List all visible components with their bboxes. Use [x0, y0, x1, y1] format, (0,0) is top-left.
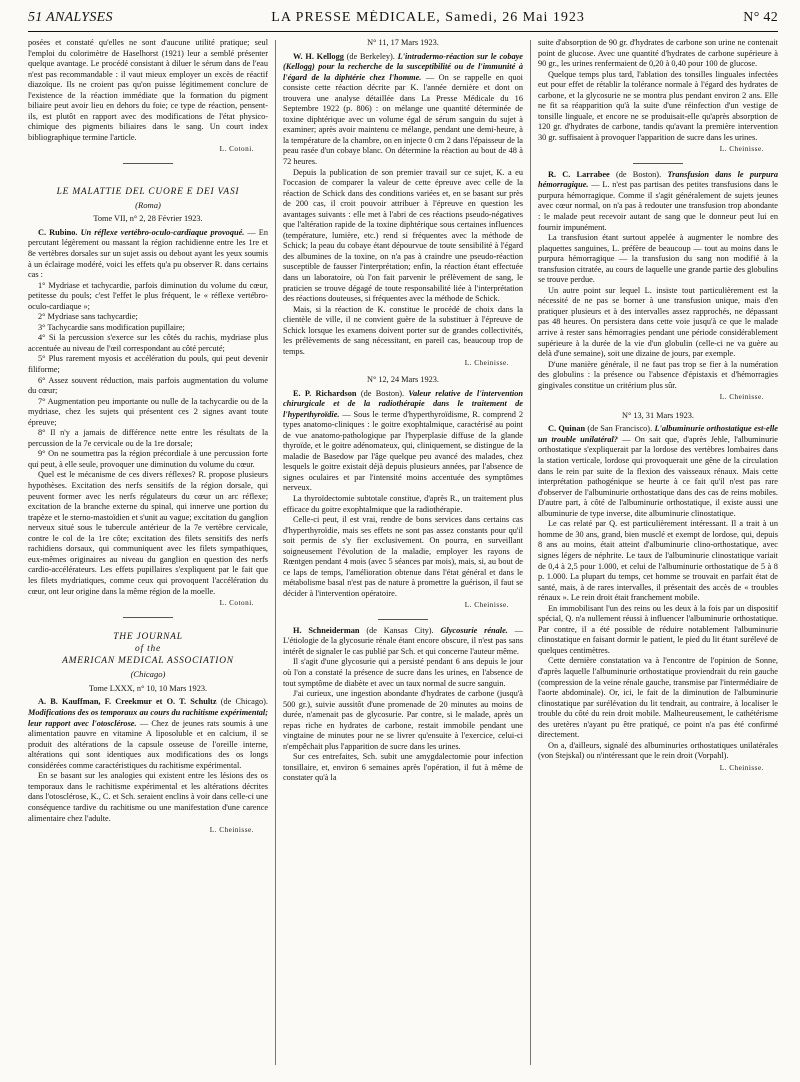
list-item: 1° Mydriase et tachycardie, parfois diminution du volume du cœur, petitesse du pouls; c'est l'effet le plus fréquent, le « réflexe vertébro-oculo-cardiaque »;	[28, 280, 268, 311]
article-richardson	[283, 389, 523, 494]
list-item: 3° Tachycardie sans modification pupillaire;	[38, 322, 185, 332]
divider	[123, 617, 173, 618]
signature: L. Cheinisse.	[464, 359, 509, 368]
article-title: Transfusion dans le purpura hémorragique.	[537, 169, 778, 190]
list-item: 7° Augmentation peu importante ou nulle de la tachycardie ou de la mydriase, chez les sujets qui présentent ces 2 signes avant toute épreuve;	[28, 396, 268, 427]
column-left	[28, 38, 268, 1070]
section-title-italian-journal: LE MALATTIE DEL CUORE E DEI VASI	[56, 186, 240, 197]
list-item: 5° Plus rarement myosis et accélération du pouls, qui peut devenir filiforme;	[28, 354, 268, 375]
article-text: On a, d'ailleurs, signalé des albuminuries orthostatiques unilatérales (von Stejskal) ou n'intéressant que le rein droit (Vorpahl).	[537, 740, 778, 761]
article-author: W. H. Kellogg	[292, 51, 344, 61]
column-rule	[530, 40, 531, 1065]
article-title: L'intradermo-réaction sur le cobaye (Kellogg) pour la recherche de la susceptibilité ou de l'immunité à l'égard de la diphtérie chez l'homme.	[282, 51, 523, 82]
article-location: (de Kansas City).	[366, 625, 434, 635]
article-title: L'albuminurie orthostatique est-elle un trouble unilatéral?	[537, 424, 778, 444]
column-rule	[275, 40, 276, 1065]
article-author: R. C. Larrabee	[547, 169, 610, 179]
issue-line: N° 13, 31 Mars 1923.	[621, 410, 694, 420]
article-location: (de Chicago).	[220, 697, 268, 707]
article-larrabee	[538, 170, 778, 233]
section-city: (Roma)	[135, 199, 161, 210]
divider	[123, 163, 173, 164]
article-text: En se basant sur les analogies qui existent entre les lésions des os temporaux dans le rachitisme expérimental et les altérations décrites dans l'otosclérose, K., C. et Sch. seraient enclins à voir dans celle-ci une conséquence tardive du rachitisme ou une manifestation d'une carence alimentaire chez l'adulte.	[28, 771, 268, 823]
article-text: Le cas relaté par Q. est particulièrement intéressant. Il a trait à un homme de 30 ans, grand, bien musclé et exempt de lordose, qui, depuis 8 ans au moins, était atteint d'albuminurie clino-orthostatique, avec signes légers de néphrite. Le taux de l'albuminurie clinostatique variait de 0,4 à 2,5 pour 1.000, et celui de l'albuminurie orthostatique de 5 à 8 p. 1.000. La plupart du temps, cet homme se trouvait en parfait état de santé, mais, à de rares intervalles, il présentait des accès de « troubles rénaux ». Le rein droit était franchement mobile.	[537, 519, 778, 603]
article-text: Quelque temps plus tard, l'ablation des tonsilles linguales infectées eut pour effet de rétablir la tolérance normale à l'égard des hydrates de carbone, et la glycosurie ne se montra plus pendant environ 2 ans. Elle ne fit sa réapparition qu'à la suite d'une réinfection d'un vestige de tonsille linguale, et encore ne se produisait-elle qu'après absorption de 120 gr. d'hydrates de carbone, tandis qu'avant la première intervention 30 gr. suffisaient à provoquer l'apparition de sucre dans les urines.	[537, 69, 778, 142]
article-text: — Sous le terme d'hyperthyroïdisme, R. comprend 2 types anatomo-cliniques : le goitre exophtalmique, caractérisé au point de vue anatomo-pathologique par l'hyperplasie diffuse de la glande thyroïde, et le goitre adénomateux, qui, cliniquement, se distingue de la maladie de Basedow par l'âge quelque peu avancé des malades, chez lesquels le goitre existait déjà depuis plusieurs années, par l'absence de signes oculaires et par l'intensité moins accentuée des symptômes nerveux.	[282, 409, 523, 493]
article-text: Depuis la publication de son premier travail sur ce sujet, K. a eu l'occasion de comparer la valeur de cette épreuve avec celle de la réaction de Schick dans des conditions variées et, en se basant sur près de 200 cas, il croit pouvoir attribuer à l'épreuve en question les avantages suivants : elle met à l'abri de ces réactions pseudo-négatives que l'altération rapide de la toxine diphtérique sous certaines influences (température, lumière, etc.) rend si fréquentes avec la méthode de Schick; la peau du cobaye étant dépourvue de toute sensibilité à l'égard des albumines de la toxine, on n'a pas à craindre une pseudo-réaction susceptible de fausser l'interprétation; enfin, la réaction étant effectuée dans un laboratoire, où l'on fait parvenir le prélèvement de sang, le praticien se trouve dégagé de toute responsabilité liée à l'interprétation des réactions douteuses, si fréquentes avec la méthode de Schick.	[282, 167, 523, 304]
article-author: C. Rubino.	[38, 227, 78, 237]
list-item: 6° Assez souvent réduction, mais parfois augmentation du volume du cœur;	[28, 375, 268, 396]
article-schneiderman	[283, 626, 523, 658]
article-text: La thyroïdectomie subtotale constitue, d'après R., un traitement plus efficace du goitre exophtalmique que la radiothérapie.	[282, 493, 523, 514]
divider	[378, 619, 428, 620]
article-text: Cette dernière constatation va à l'encontre de l'opinion de Sonne, d'après laquelle l'albuminurie orthostatique proviendrait du rein gauche (compression de la veine rénale gauche, transmise par l'intermédiaire de l'aorte abdominale). Or, ici, le fait de la diminution de l'albuminurie clinostatique par surélévation du lit tendrait, au contraire, à localiser le trouble du côté du rein droit mobile. Malheureusement, le cathétérisme des uretères n'ayant pu être pratiqué, ce point n'a pas été confirmé directement.	[537, 656, 778, 740]
article-title: Valeur relative de l'intervention chirurgicale et de la radiothérapie dans le traitement de l'hyperthyroïdie.	[282, 388, 523, 419]
column-middle	[283, 38, 523, 1070]
article-kauffman	[28, 697, 268, 771]
section-title-line: AMERICAN MEDICAL ASSOCIATION	[62, 656, 234, 667]
article-text: — On se rappelle en quoi consiste cette réaction décrite par K. l'année dernière et dont on trouvera une analyse détaillée dans La Presse Médicale du 16 Septembre 1922 (p. 806) : on mélange une quantité déterminée de toxine diphtérique avec un volume égal de sérum sanguin du sujet à examiner; après avoir maintenu ce mélange, pendant une demi-heure, à la température de la chambre, on en injecte 0 cm 2 dans l'épaisseur de la peau rasée d'un cobaye blanc. On détermine la réaction au bout de 48 à 72 heures.	[282, 72, 523, 167]
article-text: J'ai curieux, une ingestion abondante d'hydrates de carbone (jusqu'à 500 gr.), suivie aussitôt d'une promenade de 20 minutes au moins de durée, n'amenait pas de glycosurie. Par contre, si le malade, après un repas riche en hydrates de carbone, restait immobile pendant une vingtaine de minutes pour ne se livrer qu'ensuite à l'exercice, celui-ci n'empêchait plus l'apparition de sucre dans les urines.	[282, 689, 523, 751]
issue-line: N° 12, 24 Mars 1923.	[366, 374, 439, 384]
article-quinan	[538, 424, 778, 519]
signature: L. Cheinisse.	[719, 145, 764, 154]
article-title: Un réflexe vertébro-oculo-cardiaque provoqué.	[80, 227, 245, 237]
article-continuation: posées et constaté qu'elles ne sont d'aucune utilité pratique; seul l'emploi du colorimètre de Haselhorst (1921) leur a semblé présenter quelque avantage. Le procédé consistant à diluer le sérum dans de l'eau n'est pas recommandable : il vaut mieux employer un excès de réactif diazoïque. Ils ne croient pas qu'on puisse légitimement conclure de l'existence de la réaction immédiate que la formation du pigment biliaire peut avoir lieu en dehors du foie; ce type de réaction, pensent-ils, est plutôt en rapport avec des modifications de l'état physico-chimique des pigments biliaires dans le sang. Un court index bibliographique termine l'article.	[28, 38, 268, 142]
article-text: Celle-ci peut, il est vrai, rendre de bons services dans certains cas d'hyperthyroïdie, mais ses effets ne sont pas assez constants pour qu'il soit permis de s'y fier exclusivement. On pourra, en surveillant soigneusement l'évolution de la maladie, employer les rayons de Rœntgen pendant 4 mois (avec 5 séances par mois), mais, si, au bout de ce laps de temps, l'amélioration obtenue dans l'état général et dans le métabolisme basal n'est pas de nature à promettre la guérison, il faut se décider à l'intervention opératoire.	[282, 515, 523, 598]
article-rubino	[28, 228, 268, 281]
article-text: — On sait que, d'après Jehle, l'albuminurie orthostatique s'expliquerait par la lordose des vertèbres lombaires dans la station verticale, lordose qui provoquerait une gêne de la circulation dans le rein par suite de la flexion des vaisseaux rénaux. Mais cette interprétation pathogénique se heurte à ce fait qu'il n'est pas rare d'observer de l'albuminurie orthostatique dans des cas de reins mobiles. D'autre part, à côté de l'albuminurie orthostatique, il existe aussi une albuminurie de type inverse, dite albuminurie clinostatique.	[537, 434, 778, 518]
list-item: 4° Si la percussion s'exerce sur les côtés du rachis, mydriase plus accentuée au niveau de l'œil correspondant au côté percuté;	[28, 333, 268, 353]
article-text: Il s'agit d'une glycosurie qui a persisté pendant 6 ans depuis le jour où l'on a constaté la présence de sucre dans les urines, en l'absence de tout symptôme de diabète et avec un taux normal de sucre sanguin.	[282, 657, 523, 688]
article-location: (de San Francisco).	[587, 424, 653, 434]
list-item: 8° Il n'y a jamais de différence nette entre les résultats de la percussion de la 7e cervicale ou de la 1re dorsale;	[28, 428, 268, 448]
article-kellogg	[283, 52, 523, 168]
article-location: (de Berkeley).	[346, 51, 395, 61]
article-location: (de Boston).	[615, 169, 662, 179]
article-author: A. B. Kauffman, F. Creekmur et O. T. Schultz	[38, 697, 217, 707]
page-section-ref: 51 ANALYSES	[28, 10, 113, 25]
article-text: — Chez de jeunes rats soumis à une alimentation pauvre en vitamine A liposoluble et en calcium, il se produit des altérations de la capsule osseuse de l'oreille interne, altérations qui sont identiques aux modifications des os longs considérées comme caractéristiques du rachitisme expérimental.	[28, 718, 268, 770]
article-text: — L. n'est pas partisan des petites transfusions dans le purpura hémorragique. Comme il s'agit généralement de sujets jeunes avec cœur normal, on n'a pas à redouter une transfusion trop abondante : le malade peut recevoir autant de sang que le donneur peut lui en fournir impunément.	[537, 180, 778, 232]
text-columns	[28, 38, 778, 1070]
article-title: Glycosurie rénale.	[440, 625, 508, 635]
issue-number: N° 42	[743, 10, 778, 25]
article-text: Un autre point sur lequel L. insiste tout particulièrement est la nécessité de ne pas se borner à une transfusion unique, mais d'en pratiquer plusieurs et à des intervalles assez rapprochés, ne dépassant pas 48 heures. On persistera dans cette voie jusqu'à ce que le malade arrive à rester sans hémorragies pendant une période considérablement supérieure à la durée de la vie d'un globulin (celle-ci ne va guère au delà d'une semaine), soit une dizaine de jours, par exemple.	[537, 285, 778, 359]
column-right	[538, 38, 778, 1070]
article-continuation: suite d'absorption de 90 gr. d'hydrates de carbone son urine ne contenait point de glucose. Avec une quantité d'hydrates de carbone supérieure à 90 gr., les urines renfermaient de 0,20 à 0,40 pour 100 de glucose.	[537, 38, 778, 69]
signature: L. Cheinisse.	[464, 601, 509, 610]
list-item: 2° Mydriase sans tachycardie;	[38, 312, 138, 322]
signature: L. Cotoni.	[219, 145, 254, 154]
article-text: En immobilisant l'un des reins ou les deux à la fois par un dispositif spécial, Q. n'a nullement réussi à influencer l'albuminurie orthostatique. Par contre, il a été possible de réduire notablement l'albuminurie clinostatique en faisant dormir le patient, le pied du lit étant surélevé de quelques centimètres.	[537, 603, 778, 655]
signature: L. Cotoni.	[219, 599, 254, 608]
journal-dateline: LA PRESSE MÉDICALE, Samedi, 26 Mai 1923	[271, 10, 585, 25]
section-city: (Chicago)	[130, 669, 166, 680]
signature: L. Cheinisse.	[209, 826, 254, 835]
section-title-line: THE JOURNAL	[113, 632, 183, 643]
article-title: Modifications des os temporaux au cours du rachitisme expérimental; leur rapport avec l'otosclérose.	[28, 708, 268, 728]
divider	[633, 163, 683, 164]
article-text: La transfusion étant surtout appelée à augmenter le nombre des plaquettes sanguines, L. préfère de beaucoup — tout au moins dans le purpura hémorragique — la transfusion du sang non modifié à la transfusion citratée, au cours de laquelle une grande partie des globulins se trouve perdue.	[537, 233, 778, 285]
issue-line: N° 11, 17 Mars 1923.	[367, 38, 439, 47]
list-item: 9° On ne soumettra pas la région précordiale à une percussion forte qui peut, à elle seule, provoquer une diminution du volume du cœur.	[28, 449, 268, 469]
running-head	[28, 10, 778, 32]
article-text: Sur ces entrefaites, Sch. subit une amygdalectomie pour infection tonsillaire, et, environ 6 semaines après l'opération, il fut à même de constater qu'à la	[282, 752, 523, 783]
section-title-line: of the	[135, 644, 161, 655]
article-author: E. P. Richardson	[292, 388, 357, 398]
article-text: — En percutant légèrement ou massant la région rachidienne entre les 1re et 8e vertèbres dorsales sur un sujet assis ou debout ayant les yeux soumis à un éclairage modéré, voici les effets qu'a pu observer R. dans certains cas :	[28, 227, 268, 280]
article-author: C. Quinan	[547, 424, 586, 434]
signature: L. Cheinisse.	[719, 763, 764, 772]
section-title-jama	[28, 631, 268, 667]
issue-line: Tome LXXX, n° 10, 10 Mars 1923.	[88, 683, 208, 693]
article-text: — L'étiologie de la glycosurie rénale étant encore obscure, il n'est pas sans intérêt de signaler le cas publié par Sch. et qui concerne l'auteur même.	[282, 625, 523, 656]
article-location: (de Boston).	[360, 388, 405, 398]
signature: L. Cheinisse.	[719, 393, 764, 402]
article-text: D'une manière générale, il ne faut pas trop se fier à la numération des globulins : la présence ou l'absence d'épistaxis et d'hémorragies gingivales constitue un critérium plus sûr.	[537, 359, 778, 390]
article-text: Mais, si la réaction de K. constitue le procédé de choix dans la clientèle de ville, il ne convient guère de la substituer à l'épreuve de Schick lorsque les examens doivent porter sur de grandes collectivités, les prélèvements de sang nécessitant, en pareil cas, beaucoup trop de temps.	[282, 304, 523, 356]
article-author: H. Schneiderman	[292, 625, 360, 635]
article-text: Quel est le mécanisme de ces divers réflexes? R. propose plusieurs hypothèses. Excitation des nerfs sensitifs de la région dorsale, qui peuvent former avec les nerfs régulateurs du cœur un arc réflexe; excitation de la branche externe du spinal, qui innerve une portion du trapèze et le sterno-mastoïdien et s'unit au vague; excitation du ganglion nerveux situé sous le tubercule antérieur de la 7e vertèbre cervicale, contre le col de la 1re côte; excitation des filets sensitifs des nerfs rachidiens dorsaux, qui communiquent avec les filets sympathiques, eux-mêmes originaires au niveau du ganglion en question des nerfs cardio-accélérateurs. Les effets pupillaires s'expliquent par le fait que les filets mydriatiques, comme ceux qui provoquent l'accélération du cœur, ont leur origine dans la même région de la moelle.	[28, 470, 268, 596]
newspaper-page	[28, 10, 778, 1078]
issue-line: Tome VII, n° 2, 28 Février 1923.	[93, 214, 203, 224]
